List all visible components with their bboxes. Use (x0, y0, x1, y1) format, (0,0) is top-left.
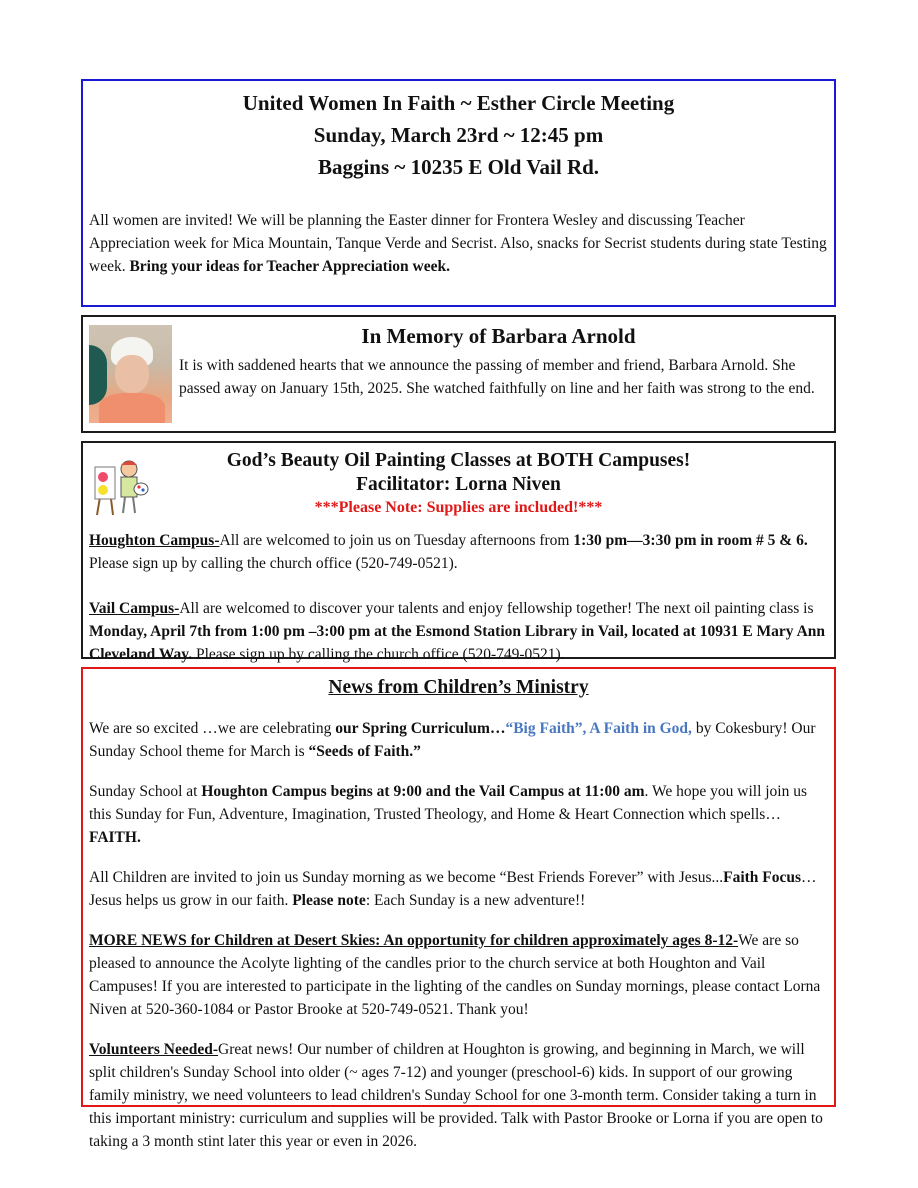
vail-campus-info: Vail Campus-All are welcomed to discover your talents and enjoy fellowship together! The next oil painting class is Monday, April 7th from 1:00 pm –3:00 pm at the Esmond Station Library in Vail, located at 10931 E Mary Ann Cleveland Way. Please sign up by calling the church office (520-749-0521). (89, 600, 826, 663)
sunday-school-paragraph: Sunday School at Houghton Campus begins at 9:00 and the Vail Campus at 11:00 am. We hope you will join us this Sunday for Fun, Adventure, Imagination, Trusted Theology, and Home & Heart Connection which spells… FAITH. (89, 783, 808, 846)
painter-icon (91, 457, 151, 517)
uwf-title: United Women In Faith ~ Esther Circle Meeting (242, 91, 675, 115)
vail-campus-label: Vail Campus- (89, 600, 180, 617)
volunteers-label: Volunteers Needed- (89, 1041, 219, 1058)
acolyte-paragraph: MORE NEWS for Children at Desert Skies: An opportunity for children approximately ages 8-12-We are so pleased to announce the Acolyte lighting of the candles prior to the church service at both Houghton and Vail Campuses! If you are interested to participate in the lighting of the candles on Sunday mornings, please contact Lorna Niven at 520-360-1084 or Pastor Brooke at 520-749-0521. Thank you! (89, 932, 821, 1018)
more-news-label: MORE NEWS for Children at Desert Skies: An opportunity for children approximately ages 8-12- (89, 932, 739, 949)
memorial-body: It is with saddened hearts that we announce the passing of member and friend, Barbara Arnold. She passed away on January 15th, 2025. She watched faithfully on line and her faith was strong to the end. (179, 357, 815, 397)
portrait-photo (89, 325, 172, 423)
uwf-body-bold: Bring your ideas for Teacher Appreciation week. (129, 258, 450, 275)
supplies-note: ***Please Note: Supplies are included!*** (314, 499, 603, 516)
painting-classes (81, 441, 836, 663)
memorial-title: In Memory of Barbara Arnold (361, 324, 636, 348)
houghton-campus-label: Houghton Campus- (89, 532, 220, 549)
invitation-paragraph: All Children are invited to join us Sunday morning as we become “Best Friends Forever” with Jesus...Faith Focus…Jesus helps us grow in our faith. Please note: Each Sunday is a new adventure!! (89, 869, 817, 909)
curriculum-paragraph: We are so excited …we are celebrating our Spring Curriculum…“Big Faith”, A Faith in God, by Cokesbury! Our Sunday School theme for March is “Seeds of Faith.” (89, 720, 816, 760)
uwf-date: Sunday, March 23rd ~ 12:45 pm (313, 123, 604, 147)
memorial-notice (81, 315, 836, 433)
uwf-location: Baggins ~ 10235 E Old Vail Rd. (317, 155, 600, 179)
uwf-announcement (81, 79, 836, 307)
volunteers-paragraph: Volunteers Needed-Great news! Our number of children at Houghton is growing, and beginning in March, we will split children's Sunday School into older (~ ages 7-12) and younger (preschool-6) kids. In support of our growing family ministry, we need volunteers to lead children's Sunday School for one 3-month term. Consider taking a turn in this important ministry: curriculum and supplies will be provided. Talk with Pastor Brooke or Lorna if you are open to taking a 3 month stint later this year or even in 2026. (89, 1041, 823, 1150)
painting-title: God’s Beauty Oil Painting Classes at BOTH Campuses! (226, 450, 691, 471)
curriculum-name: “Big Faith”, A Faith in God, (505, 720, 692, 737)
uwf-body: All women are invited! We will be planning the Easter dinner for Frontera Wesley and discussing Teacher Appreciation week for Mica Mountain, Tanque Verde and Secrist. Also, snacks for Secrist students during state Testing week. Bring your ideas for Teacher Appreciation week. (89, 212, 827, 275)
childrens-ministry (81, 667, 836, 1150)
painting-facilitator: Facilitator: Lorna Niven (356, 474, 561, 495)
houghton-campus-info: Houghton Campus-All are welcomed to join us on Tuesday afternoons from 1:30 pm—3:30 pm in room # 5 & 6. Please sign up by calling the church office (520-749-0521). (89, 532, 808, 572)
childrens-title: News from Children’s Ministry (328, 677, 589, 698)
